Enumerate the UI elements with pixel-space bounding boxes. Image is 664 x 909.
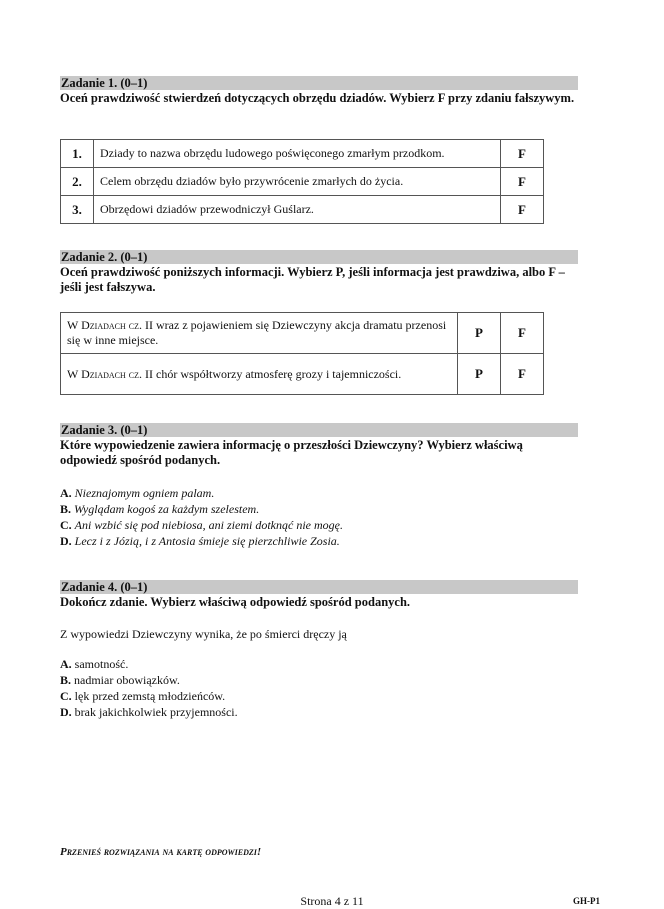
statement-rest: II chór współtworzy atmosferę grozy i tajemniczości. bbox=[142, 366, 402, 381]
task-1 bbox=[60, 76, 578, 106]
option-letter: B. bbox=[60, 502, 72, 516]
task-1-table bbox=[60, 139, 544, 224]
task-3-header: Zadanie 3. (0–1) bbox=[60, 423, 578, 437]
option-text: Lecz i z Józią, i z Antosia śmieje się pierzchliwie Zosia. bbox=[74, 534, 340, 548]
answer-f-option[interactable]: F bbox=[501, 313, 544, 354]
row-number: 2. bbox=[61, 168, 94, 196]
task-4-options bbox=[60, 656, 578, 720]
statement: Dziady to nazwa obrzędu ludowego poświęconego zmarłym przodkom. bbox=[94, 140, 501, 168]
answer-p-option[interactable]: P bbox=[458, 313, 501, 354]
answer-option[interactable] bbox=[60, 688, 578, 704]
task-3-instruction: Które wypowiedzenie zawiera informację o przeszłości Dziewczyny? Wybierz właściwą odpowiedź spośród podanych. bbox=[60, 438, 523, 467]
statement-rest: II wraz z pojawieniem się Dziewczyny akcja dramatu przenosi się w inne miejsce. bbox=[67, 318, 447, 347]
option-text: nadmiar obowiązków. bbox=[74, 673, 180, 687]
statement bbox=[61, 354, 458, 395]
task-4-instruction: Dokończ zdanie. Wybierz właściwą odpowiedź spośród podanych. bbox=[60, 595, 411, 609]
table-row bbox=[61, 140, 544, 168]
task-3 bbox=[60, 423, 578, 549]
task-4-lead: Z wypowiedzi Dziewczyny wynika, że po śmierci dręczy ją bbox=[60, 627, 347, 641]
answer-f-option[interactable]: F bbox=[501, 354, 544, 395]
task-1-instruction: Oceń prawdziwość stwierdzeń dotyczących obrzędu dziadów. Wybierz F przy zdaniu fałszywym. bbox=[60, 91, 575, 105]
task-2-instruction: Oceń prawdziwość poniższych informacji. Wybierz P, jeśli informacja jest prawdziwa, albo F – jeśli jest fałszywa. bbox=[60, 265, 565, 294]
task-2-header: Zadanie 2. (0–1) bbox=[60, 250, 578, 264]
option-letter: C. bbox=[60, 518, 72, 532]
answer-option[interactable] bbox=[60, 485, 578, 501]
answer-option[interactable] bbox=[60, 501, 578, 517]
task-2 bbox=[60, 250, 578, 295]
answer-p-option[interactable]: P bbox=[458, 354, 501, 395]
statement-part: cz. bbox=[128, 318, 143, 332]
answer-option[interactable] bbox=[60, 672, 578, 688]
statement-prefix: W bbox=[67, 318, 82, 332]
option-letter: A. bbox=[60, 657, 72, 671]
answer-option[interactable] bbox=[60, 533, 578, 549]
statement bbox=[61, 313, 458, 354]
task-4-header: Zadanie 4. (0–1) bbox=[60, 580, 578, 594]
option-letter: C. bbox=[60, 689, 72, 703]
task-2-table bbox=[60, 312, 544, 395]
statement-prefix: W bbox=[67, 366, 82, 381]
task-4 bbox=[60, 580, 578, 720]
table-row bbox=[61, 168, 544, 196]
option-text: brak jakichkolwiek przyjemności. bbox=[74, 705, 238, 719]
answer-option[interactable] bbox=[60, 704, 578, 720]
row-number: 1. bbox=[61, 140, 94, 168]
table-row bbox=[61, 196, 544, 224]
option-text: samotność. bbox=[74, 657, 129, 671]
answer-option[interactable] bbox=[60, 656, 578, 672]
statement-part: cz. bbox=[128, 366, 143, 381]
option-text: lęk przed zemstą młodzieńców. bbox=[74, 689, 226, 703]
answer-f-option[interactable]: F bbox=[501, 140, 544, 168]
statement: Celem obrzędu dziadów było przywrócenie zmarłych do życia. bbox=[94, 168, 501, 196]
statement: Obrzędowi dziadów przewodniczył Guślarz. bbox=[94, 196, 501, 224]
option-letter: D. bbox=[60, 705, 72, 719]
option-text: Ani wzbić się pod niebiosa, ani ziemi dotknąć nie mogę. bbox=[74, 518, 343, 532]
exam-code: GH-P1 bbox=[573, 896, 600, 906]
table-row bbox=[61, 313, 544, 354]
option-text: Nieznajomym ogniem palam. bbox=[74, 486, 215, 500]
statement-title: Dziadach bbox=[81, 366, 126, 381]
option-letter: A. bbox=[60, 486, 72, 500]
task-3-options bbox=[60, 485, 578, 549]
task-1-header: Zadanie 1. (0–1) bbox=[60, 76, 578, 90]
page-number: Strona 4 z 11 bbox=[300, 894, 364, 908]
row-number: 3. bbox=[61, 196, 94, 224]
answer-f-option[interactable]: F bbox=[501, 168, 544, 196]
transfer-answers-note: Przenieś rozwiązania na kartę odpowiedzi! bbox=[60, 846, 262, 858]
answer-option[interactable] bbox=[60, 517, 578, 533]
table-row bbox=[61, 354, 544, 395]
option-letter: B. bbox=[60, 673, 72, 687]
option-letter: D. bbox=[60, 534, 72, 548]
statement-title: Dziadach bbox=[81, 318, 126, 332]
option-text: Wyglądam kogoś za każdym szelestem. bbox=[74, 502, 260, 516]
answer-f-option[interactable]: F bbox=[501, 196, 544, 224]
